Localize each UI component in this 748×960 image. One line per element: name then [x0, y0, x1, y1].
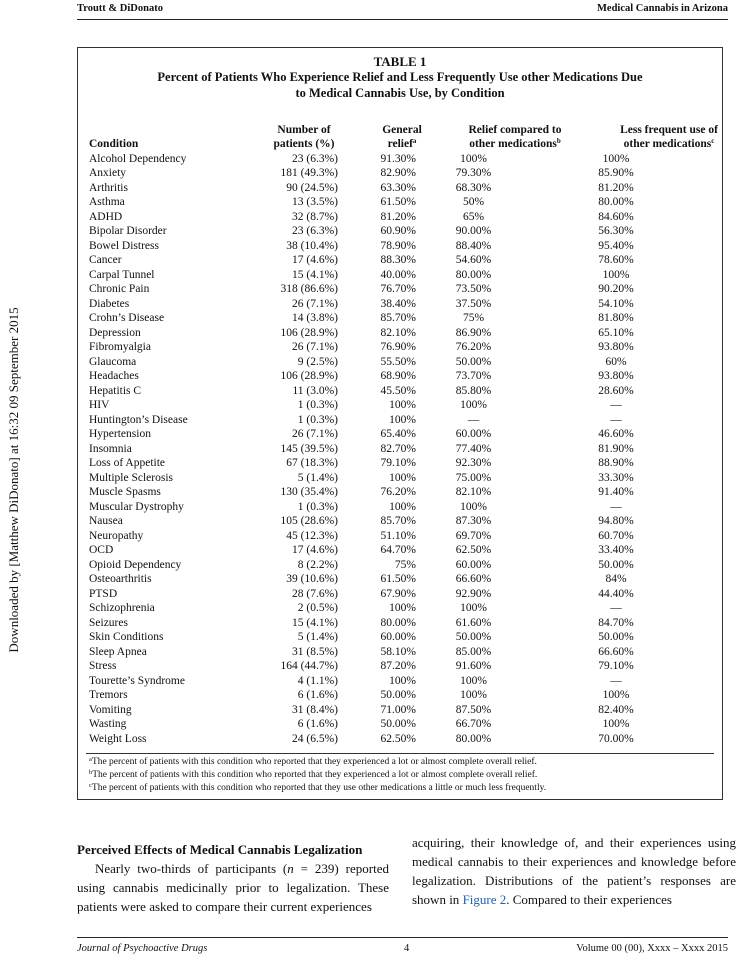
condition-cell: Anxiety: [89, 167, 127, 179]
footer-page-number: 4: [404, 943, 410, 954]
general-relief-cell: 88.30%: [380, 254, 416, 266]
relief-compared-cell: 73.50%: [455, 283, 492, 295]
table-row: [89, 181, 701, 196]
relief-compared-cell: 75.00%: [455, 471, 492, 484]
condition-cell: Wasting: [89, 718, 127, 730]
relief-compared-cell: 92.30%: [455, 457, 492, 469]
table-row: [89, 601, 701, 616]
condition-cell: Insomnia: [89, 442, 132, 455]
less-frequent-cell: 33.30%: [598, 471, 634, 484]
table-row: [89, 210, 701, 225]
less-frequent-cell: 100%: [602, 718, 630, 730]
condition-cell: Sleep Apnea: [89, 645, 147, 658]
patients-cell: 130 (35.4%): [280, 486, 338, 498]
general-relief-cell: 85.70%: [380, 312, 416, 324]
condition-cell: Hepatitis C: [89, 384, 142, 397]
relief-compared-cell: 54.60%: [455, 254, 492, 266]
general-relief-cell: 76.20%: [380, 486, 416, 498]
footnote-b: $^b$The percent of patients with this condition who reported that they experienced a lot or almost complete overall relief.: [89, 769, 538, 780]
patients-cell: 90 (24.5%): [286, 181, 338, 194]
footnote-mark-b: b: [556, 137, 561, 145]
patients-cell: 145 (39.5%): [280, 442, 338, 455]
table-row: [89, 703, 701, 718]
less-frequent-cell: —: [610, 602, 622, 614]
relief-compared-cell: 100%: [460, 500, 487, 513]
less-frequent-cell: —: [610, 674, 622, 687]
patients-cell: 11 (3.0%): [292, 384, 338, 397]
condition-cell: Carpal Tunnel: [89, 268, 155, 281]
less-frequent-cell: 93.80%: [598, 341, 634, 353]
condition-cell: ADHD: [89, 210, 123, 223]
patients-cell: 2 (0.5%): [297, 602, 338, 614]
header-rule: [77, 19, 728, 20]
less-frequent-cell: —: [610, 399, 622, 411]
condition-cell: Multiple Sclerosis: [89, 471, 174, 484]
general-relief-cell: 45.50%: [380, 384, 416, 397]
general-relief-cell: 85.70%: [380, 515, 416, 527]
patients-cell: 5 (1.4%): [297, 471, 338, 484]
relief-compared-cell: 80.00%: [455, 268, 492, 281]
relief-compared-cell: 100%: [460, 689, 487, 701]
relief-compared-cell: 100%: [460, 602, 487, 614]
general-relief-cell: 91.30%: [380, 152, 416, 165]
col-header-relief-compared: Relief compared to other medications$^b$: [468, 123, 562, 150]
condition-cell: Alcohol Dependency: [89, 152, 187, 165]
patients-cell: 17 (4.6%): [292, 254, 338, 266]
less-frequent-cell: 70.00%: [598, 732, 634, 745]
relief-compared-cell: 82.10%: [455, 486, 492, 498]
condition-cell: Seizures: [89, 616, 128, 629]
relief-compared-cell: 87.50%: [455, 703, 492, 716]
footnote-mark-a: a: [412, 137, 417, 145]
col-header-general-relief: General relief$^a$: [382, 123, 422, 150]
table-row: [89, 616, 701, 631]
relief-compared-cell: 50.00%: [455, 355, 492, 368]
general-relief-cell: 82.90%: [380, 167, 416, 179]
footnote-a: $^a$The percent of patients with this condition who reported that they experienced a lot or almost complete overall relief.: [89, 756, 537, 767]
general-relief-cell: 100%: [389, 500, 416, 513]
condition-cell: Hypertension: [89, 428, 151, 440]
paragraph-left: Nearly two-thirds of participants (n = 239) reported using cannabis medicinally prior to legalization. These patients were asked to compare their current experiences: [77, 861, 389, 914]
relief-compared-cell: 62.50%: [455, 544, 492, 556]
general-relief-cell: 60.00%: [380, 631, 416, 643]
general-relief-cell: 60.90%: [380, 225, 416, 237]
table-row: [89, 398, 701, 413]
figure-2-link[interactable]: Figure 2: [462, 892, 507, 907]
less-frequent-cell: 81.90%: [598, 442, 634, 455]
paragraph-right: acquiring, their knowledge of, and their experiences using medical cannabis to their experiences and knowledge before legalization. Distributions of the patient’s responses are shown in Figure 2. Compared to their experiences: [412, 835, 736, 907]
relief-compared-cell: 87.30%: [455, 515, 492, 527]
condition-cell: Huntington’s Disease: [89, 413, 188, 426]
less-frequent-cell: —: [610, 500, 622, 513]
patients-cell: 23 (6.3%): [292, 225, 338, 237]
table-1: [77, 47, 723, 800]
condition-cell: HIV: [89, 399, 110, 411]
condition-cell: Nausea: [89, 515, 123, 527]
relief-compared-cell: 65%: [462, 210, 485, 223]
condition-cell: Crohn’s Disease: [89, 312, 165, 324]
condition-cell: PTSD: [89, 587, 118, 600]
section-heading: Perceived Effects of Medical Cannabis Legalization: [77, 842, 363, 857]
patients-cell: 28 (7.6%): [292, 587, 338, 600]
table-row: [89, 732, 701, 747]
less-frequent-cell: 81.80%: [598, 312, 634, 324]
general-relief-cell: 76.70%: [380, 283, 416, 295]
relief-compared-cell: 91.60%: [455, 660, 492, 672]
patients-cell: 106 (28.9%): [280, 326, 338, 339]
general-relief-cell: 50.00%: [380, 718, 416, 730]
less-frequent-cell: 91.40%: [598, 486, 634, 498]
footer-journal: Journal of Psychoactive Drugs: [77, 943, 208, 954]
patients-cell: 23 (6.3%): [292, 152, 338, 165]
general-relief-cell: 40.00%: [380, 268, 416, 281]
table-row: [89, 195, 701, 210]
general-relief-cell: 75%: [394, 558, 416, 571]
table-row: [89, 427, 701, 442]
less-frequent-cell: 85.90%: [598, 167, 634, 179]
footer-volume: Volume 00 (00), Xxxx – Xxxx 2015: [576, 943, 728, 954]
less-frequent-cell: 60.70%: [598, 529, 634, 542]
table-row: [89, 587, 701, 602]
relief-compared-cell: —: [467, 413, 480, 426]
condition-cell: Weight Loss: [89, 732, 147, 745]
relief-compared-cell: 61.60%: [455, 616, 492, 629]
patients-cell: 31 (8.5%): [292, 645, 338, 658]
less-frequent-cell: 80.00%: [598, 196, 634, 208]
condition-cell: Vomiting: [89, 703, 132, 716]
condition-cell: Arthritis: [89, 181, 128, 194]
general-relief-cell: 61.50%: [380, 573, 416, 585]
less-frequent-cell: 93.80%: [598, 370, 634, 382]
general-relief-cell: 58.10%: [380, 645, 416, 658]
table-row: [89, 485, 701, 500]
relief-compared-cell: 77.40%: [455, 442, 492, 455]
relief-compared-cell: 86.90%: [455, 326, 492, 339]
body-right-column: [412, 833, 736, 909]
less-frequent-cell: 56.30%: [598, 225, 634, 237]
condition-cell: Headaches: [89, 370, 139, 382]
less-frequent-cell: 44.40%: [598, 587, 634, 600]
less-frequent-cell: 28.60%: [598, 384, 634, 397]
condition-cell: Muscle Spasms: [89, 486, 161, 498]
relief-compared-cell: 60.00%: [455, 428, 492, 440]
table-row: [89, 268, 701, 283]
relief-compared-cell: 79.30%: [455, 167, 492, 179]
table-number: TABLE 1: [373, 54, 427, 69]
table-row: [89, 297, 701, 312]
general-relief-cell: 64.70%: [380, 544, 416, 556]
less-frequent-cell: 66.60%: [598, 645, 634, 658]
condition-cell: Tourette’s Syndrome: [89, 674, 185, 687]
general-relief-cell: 81.20%: [380, 210, 416, 223]
patients-cell: 32 (8.7%): [292, 210, 338, 223]
table-row: [89, 224, 701, 239]
table-row: [89, 471, 701, 486]
patients-cell: 6 (1.6%): [297, 689, 338, 701]
patients-cell: 24 (6.5%): [292, 732, 338, 745]
table-row: [89, 340, 701, 355]
condition-cell: Bipolar Disorder: [89, 225, 167, 237]
table-row: [89, 384, 701, 399]
condition-cell: Stress: [89, 660, 117, 672]
condition-cell: Neuropathy: [89, 529, 144, 542]
patients-cell: 38 (10.4%): [286, 239, 338, 252]
general-relief-cell: 78.90%: [380, 239, 416, 252]
table-row: [89, 311, 701, 326]
col-header-less-frequent: Less frequent use of other medications$^c$: [620, 123, 718, 150]
relief-compared-cell: 50%: [462, 196, 485, 208]
general-relief-cell: 82.70%: [380, 442, 416, 455]
patients-cell: 105 (28.6%): [280, 515, 338, 527]
patients-cell: 67 (18.3%): [286, 457, 338, 469]
body-left-column: [77, 840, 389, 916]
footnote-mark-c: c: [711, 137, 715, 145]
general-relief-cell: 100%: [389, 674, 416, 687]
condition-cell: Muscular Dystrophy: [89, 500, 184, 513]
patients-cell: 1 (0.3%): [297, 413, 338, 426]
table-row: [89, 514, 701, 529]
less-frequent-cell: 65.10%: [598, 326, 634, 339]
table-row: [89, 558, 701, 573]
less-frequent-cell: 84.70%: [598, 616, 634, 629]
less-frequent-cell: 82.40%: [598, 703, 634, 716]
relief-compared-cell: 100%: [460, 674, 487, 687]
patients-cell: 6 (1.6%): [297, 718, 338, 730]
relief-compared-cell: 66.70%: [455, 718, 492, 730]
condition-cell: Depression: [89, 326, 141, 339]
general-relief-cell: 55.50%: [380, 355, 416, 368]
condition-cell: Cancer: [89, 254, 122, 266]
patients-cell: 31 (8.4%): [292, 703, 338, 716]
table-row: [89, 674, 701, 689]
patients-cell: 15 (4.1%): [292, 268, 338, 281]
general-relief-cell: 65.40%: [380, 428, 416, 440]
less-frequent-cell: 81.20%: [598, 181, 634, 194]
general-relief-cell: 50.00%: [380, 689, 416, 701]
condition-cell: Opioid Dependency: [89, 558, 182, 571]
table-row: [89, 166, 701, 181]
relief-compared-cell: 76.20%: [455, 341, 492, 353]
patients-cell: 5 (1.4%): [297, 631, 338, 643]
table-row: [89, 630, 701, 645]
patients-cell: 318 (86.6%): [280, 283, 338, 295]
less-frequent-cell: 84.60%: [598, 210, 634, 223]
table-row: [89, 152, 701, 167]
patients-cell: 39 (10.6%): [286, 573, 338, 585]
condition-cell: Chronic Pain: [89, 283, 150, 295]
relief-compared-cell: 85.80%: [455, 384, 492, 397]
relief-compared-cell: 88.40%: [455, 239, 492, 252]
less-frequent-cell: 46.60%: [598, 428, 634, 440]
patients-cell: 26 (7.1%): [292, 341, 338, 353]
general-relief-cell: 76.90%: [380, 341, 416, 353]
less-frequent-cell: 90.20%: [598, 283, 634, 295]
general-relief-cell: 68.90%: [380, 370, 416, 382]
patients-cell: 4 (1.1%): [297, 674, 338, 687]
table-row: [89, 543, 701, 558]
table-row: [89, 456, 701, 471]
col-header-number: Number of patients (%): [273, 123, 335, 150]
less-frequent-cell: 60%: [605, 355, 627, 368]
table-row: [89, 500, 701, 515]
less-frequent-cell: —: [610, 413, 622, 426]
patients-cell: 164 (44.7%): [280, 660, 338, 672]
less-frequent-cell: 88.90%: [598, 457, 634, 469]
data-table: [89, 152, 701, 747]
relief-compared-cell: 100%: [460, 399, 487, 411]
patients-cell: 14 (3.8%): [292, 312, 338, 324]
less-frequent-cell: 100%: [602, 152, 630, 165]
relief-compared-cell: 80.00%: [455, 732, 492, 745]
patients-cell: 26 (7.1%): [292, 297, 338, 310]
condition-cell: Diabetes: [89, 297, 130, 310]
relief-compared-cell: 90.00%: [455, 225, 492, 237]
patients-cell: 13 (3.5%): [292, 196, 338, 208]
less-frequent-cell: 84%: [605, 573, 627, 585]
table-row: [89, 239, 701, 254]
table-row: [89, 717, 701, 732]
table-row: [89, 645, 701, 660]
general-relief-cell: 62.50%: [380, 732, 416, 745]
condition-cell: Osteoarthritis: [89, 573, 152, 585]
relief-compared-cell: 66.60%: [455, 573, 492, 585]
general-relief-cell: 38.40%: [380, 297, 416, 310]
patients-cell: 45 (12.3%): [286, 529, 338, 542]
patients-cell: 8 (2.2%): [297, 558, 338, 571]
running-head-authors: Troutt & DiDonato: [77, 3, 163, 14]
running-head-title: Medical Cannabis in Arizona: [597, 3, 728, 14]
footer-rule: [77, 937, 728, 938]
less-frequent-cell: 79.10%: [598, 660, 634, 672]
general-relief-cell: 71.00%: [380, 703, 416, 716]
patients-cell: 9 (2.5%): [297, 355, 338, 368]
less-frequent-cell: 95.40%: [598, 239, 634, 252]
relief-compared-cell: 68.30%: [455, 181, 492, 194]
table-row: [89, 659, 701, 674]
table-title: [78, 69, 722, 101]
patients-cell: 17 (4.6%): [292, 544, 338, 556]
general-relief-cell: 82.10%: [380, 326, 416, 339]
relief-compared-cell: 60.00%: [455, 558, 492, 571]
general-relief-cell: 61.50%: [380, 196, 416, 208]
condition-cell: Tremors: [89, 689, 128, 701]
patients-cell: 26 (7.1%): [292, 428, 338, 440]
condition-cell: Skin Conditions: [89, 631, 164, 643]
general-relief-cell: 79.10%: [380, 457, 416, 469]
table-title-line-2: to Medical Cannabis Use, by Condition: [295, 86, 505, 100]
condition-cell: Loss of Appetite: [89, 457, 166, 469]
general-relief-cell: 63.30%: [380, 181, 416, 194]
less-frequent-cell: 50.00%: [598, 631, 634, 643]
patients-cell: 106 (28.9%): [280, 370, 338, 382]
general-relief-cell: 100%: [389, 413, 416, 426]
table-row: [89, 282, 701, 297]
condition-cell: Schizophrenia: [89, 602, 155, 614]
general-relief-cell: 100%: [389, 399, 416, 411]
condition-cell: OCD: [89, 544, 114, 556]
condition-cell: Glaucoma: [89, 355, 137, 368]
patients-cell: 1 (0.3%): [297, 500, 338, 513]
general-relief-cell: 80.00%: [380, 616, 416, 629]
table-row: [89, 572, 701, 587]
table-row: [89, 413, 701, 428]
relief-compared-cell: 85.00%: [455, 645, 492, 658]
col-header-condition: Condition: [89, 138, 139, 150]
table-row: [89, 442, 701, 457]
relief-compared-cell: 75%: [462, 312, 485, 324]
patients-cell: 1 (0.3%): [297, 399, 338, 411]
table-row: [89, 688, 701, 703]
relief-compared-cell: 100%: [460, 152, 487, 165]
relief-compared-cell: 50.00%: [455, 631, 492, 643]
patients-cell: 181 (49.3%): [280, 167, 338, 179]
general-relief-cell: 51.10%: [380, 529, 416, 542]
general-relief-cell: 100%: [389, 471, 416, 484]
general-relief-cell: 100%: [389, 602, 416, 614]
patients-cell: 15 (4.1%): [292, 616, 338, 629]
relief-compared-cell: 37.50%: [455, 297, 492, 310]
relief-compared-cell: 73.70%: [455, 370, 492, 382]
table-title-line-1: Percent of Patients Who Experience Relief and Less Frequently Use other Medications Due: [157, 70, 643, 84]
table-bottom-rule: [86, 753, 714, 754]
relief-compared-cell: 69.70%: [455, 529, 492, 542]
less-frequent-cell: 94.80%: [598, 515, 634, 527]
condition-cell: Asthma: [89, 196, 125, 208]
less-frequent-cell: 50.00%: [598, 558, 634, 571]
table-row: [89, 355, 701, 370]
less-frequent-cell: 100%: [602, 268, 630, 281]
condition-cell: Bowel Distress: [89, 239, 159, 252]
table-row: [89, 253, 701, 268]
relief-compared-cell: 92.90%: [455, 587, 492, 600]
less-frequent-cell: 78.60%: [598, 254, 634, 266]
less-frequent-cell: 100%: [602, 689, 630, 701]
general-relief-cell: 87.20%: [380, 660, 416, 672]
table-row: [89, 529, 701, 544]
footnote-c: $^c$The percent of patients with this condition who reported that they use other medications a little or much less frequently.: [89, 782, 547, 793]
general-relief-cell: 67.90%: [380, 587, 416, 600]
condition-cell: Fibromyalgia: [89, 341, 151, 353]
table-row: [89, 369, 701, 384]
table-row: [89, 326, 701, 341]
less-frequent-cell: 33.40%: [598, 544, 634, 556]
download-stamp-text: Downloaded by [Matthew DiDonato] at 16:32 09 September 2015: [6, 307, 21, 653]
less-frequent-cell: 54.10%: [598, 297, 634, 310]
